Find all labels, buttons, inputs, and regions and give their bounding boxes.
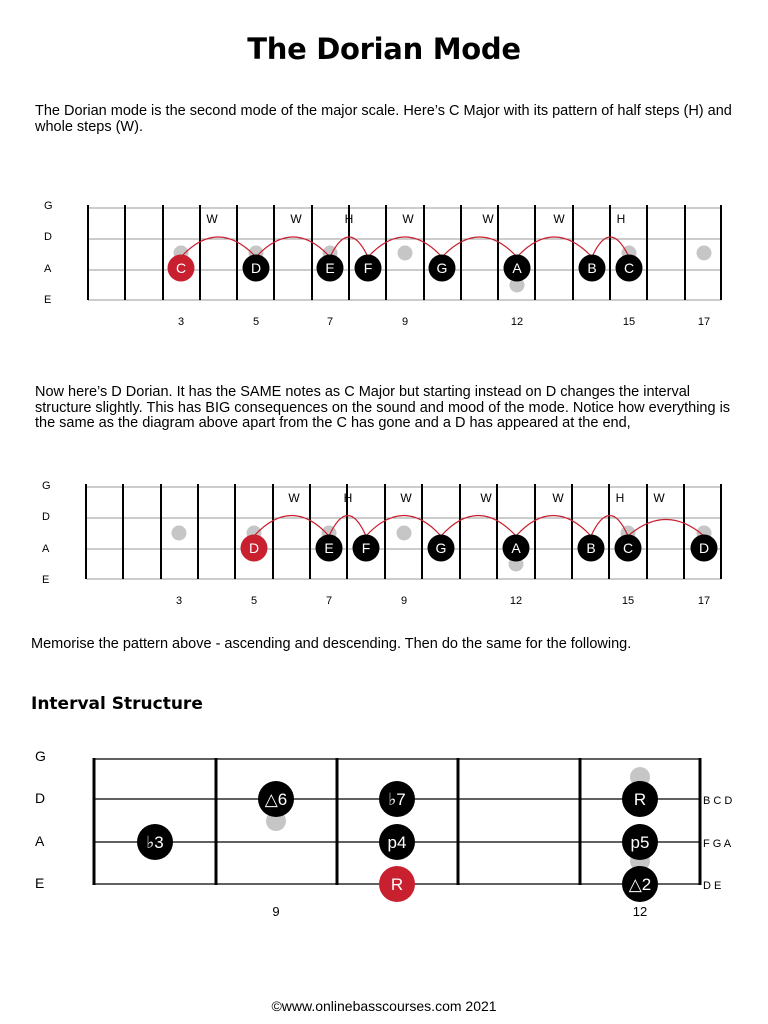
step-arc xyxy=(256,237,330,257)
ghost-marker xyxy=(172,526,187,541)
step-arc xyxy=(442,237,517,257)
note-label: F xyxy=(363,260,373,276)
fret-number: 3 xyxy=(175,595,183,607)
note-label: D xyxy=(248,540,260,556)
interval-label: △6 xyxy=(264,790,288,809)
interval-label: R xyxy=(633,790,647,809)
side-note-label: D E xyxy=(703,880,722,892)
string-label-a: A xyxy=(35,833,45,849)
step-label: W xyxy=(482,212,494,226)
step-arc xyxy=(181,237,256,257)
note-label: G xyxy=(436,260,448,276)
memorise-instruction: Memorise the pattern above - ascending and descending. Then do the same for the following. xyxy=(31,636,632,652)
string-label-a: A xyxy=(44,263,52,275)
step-label: H xyxy=(615,491,625,505)
string-label-e: E xyxy=(44,294,52,306)
step-arc xyxy=(628,520,704,537)
note-label: A xyxy=(512,260,522,276)
fret-number: 5 xyxy=(250,595,258,607)
string-label-d: D xyxy=(35,790,46,806)
note-label: G xyxy=(435,540,447,556)
step-label: H xyxy=(616,212,626,226)
note-label: F xyxy=(361,540,371,556)
interval-structure-heading: Interval Structure xyxy=(31,694,203,714)
fret-number: 12 xyxy=(510,316,524,328)
fret-number: 7 xyxy=(326,316,334,328)
ghost-marker xyxy=(697,246,712,261)
fret-number: 7 xyxy=(325,595,333,607)
interval-label: △2 xyxy=(628,875,652,894)
note-label: C xyxy=(622,540,634,556)
step-label: W xyxy=(206,212,218,226)
step-label: H xyxy=(343,491,353,505)
string-label-a: A xyxy=(42,543,50,555)
side-note-label: B C D xyxy=(703,795,733,807)
note-label: A xyxy=(511,540,521,556)
c-major-fretboard-diagram xyxy=(0,195,768,335)
intro-paragraph: The Dorian mode is the second mode of the major scale. Here’s C Major with its pattern of half steps (H) and whole steps (W). xyxy=(35,103,732,135)
note-label: E xyxy=(325,260,335,276)
string-label-g: G xyxy=(42,480,51,492)
interval-label: ♭3 xyxy=(146,833,164,852)
fret-number: 15 xyxy=(621,595,635,607)
fret-number: 3 xyxy=(177,316,185,328)
note-label: E xyxy=(324,540,334,556)
string-label-g: G xyxy=(35,748,46,764)
string-label-e: E xyxy=(35,875,45,891)
side-note-label: F G A xyxy=(703,838,732,850)
step-label: W xyxy=(553,212,565,226)
step-label: W xyxy=(402,212,414,226)
note-label: D xyxy=(698,540,710,556)
note-label: C xyxy=(175,260,187,276)
step-arc xyxy=(517,237,592,257)
interval-label: p4 xyxy=(387,833,407,852)
fret-number: 5 xyxy=(252,316,260,328)
string-label-g: G xyxy=(44,200,53,212)
note-label: D xyxy=(250,260,262,276)
step-label: W xyxy=(288,491,300,505)
interval-label: R xyxy=(390,875,404,894)
ghost-marker xyxy=(398,246,413,261)
page-title: The Dorian Mode xyxy=(247,32,521,66)
step-label: W xyxy=(290,212,302,226)
d-dorian-fretboard-diagram xyxy=(0,475,768,615)
note-label: B xyxy=(586,540,596,556)
fret-number: 9 xyxy=(272,904,280,919)
step-arc xyxy=(441,516,516,537)
string-label-e: E xyxy=(42,574,50,586)
step-label: W xyxy=(552,491,564,505)
fret-number: 15 xyxy=(622,316,636,328)
fret-number: 9 xyxy=(400,595,408,607)
footer-copyright: ©www.onlinebasscourses.com 2021 xyxy=(271,998,497,1014)
string-label-d: D xyxy=(44,231,52,243)
fret-number: 17 xyxy=(697,316,711,328)
step-label: W xyxy=(400,491,412,505)
fret-number: 12 xyxy=(632,904,648,919)
interval-label: ♭7 xyxy=(388,790,406,809)
step-label: W xyxy=(653,491,665,505)
step-label: H xyxy=(344,212,354,226)
note-label: B xyxy=(587,260,597,276)
note-label: C xyxy=(623,260,635,276)
interval-structure-diagram xyxy=(0,740,768,930)
fret-number: 17 xyxy=(697,595,711,607)
step-arc xyxy=(254,516,329,537)
fret-number: 9 xyxy=(401,316,409,328)
fret-number: 12 xyxy=(509,595,523,607)
dorian-paragraph: Now here’s D Dorian. It has the SAME notes as C Major but starting instead on D changes the interval structure slightly. This has BIG consequences on the sound and mood of the mode. Notice how everything is the same as the diagram above apart from the C has gone and a D has appeared at the end, xyxy=(35,384,731,431)
ghost-marker xyxy=(397,526,412,541)
string-label-d: D xyxy=(42,511,50,523)
interval-label: p5 xyxy=(630,833,650,852)
step-label: W xyxy=(480,491,492,505)
step-arc xyxy=(516,516,591,537)
